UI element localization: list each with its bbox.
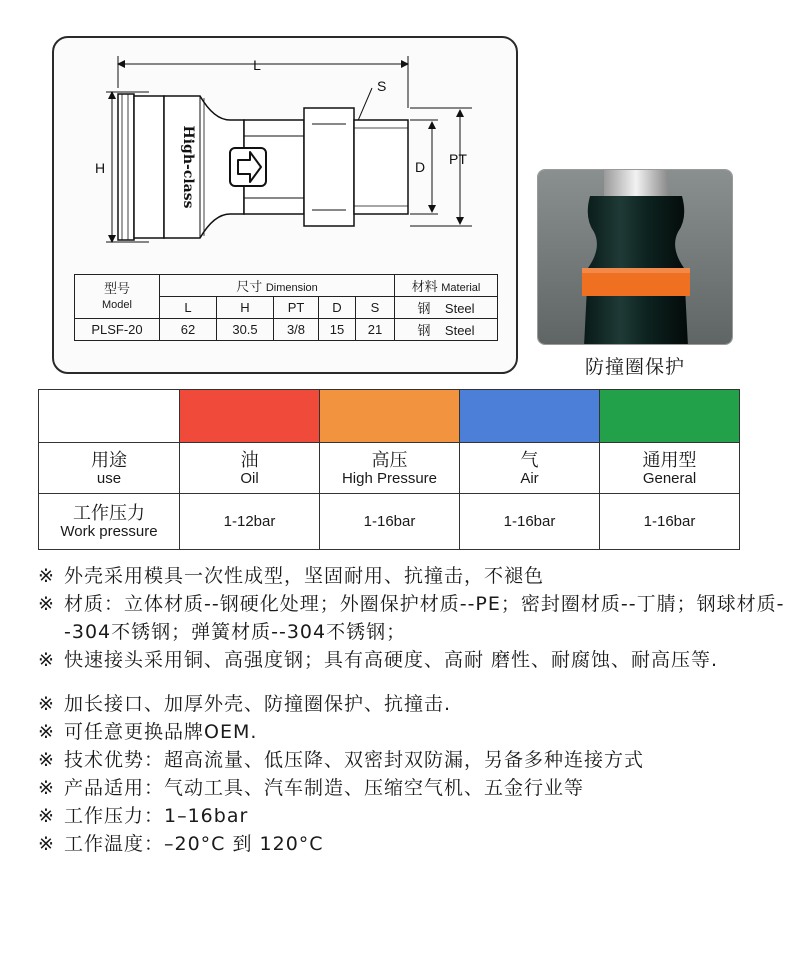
spec-model-value: PLSF-20 bbox=[75, 319, 160, 341]
brand-text: High-class bbox=[180, 125, 196, 209]
spec-table bbox=[74, 274, 498, 341]
use-high-pressure: 高压 High Pressure bbox=[320, 443, 460, 494]
color-swatch-general bbox=[600, 390, 740, 443]
drawing-panel bbox=[52, 36, 518, 374]
spec-col-PT: PT bbox=[274, 297, 319, 319]
product-photo bbox=[537, 169, 733, 345]
note-item: ※ 加长接口、加厚外壳、防撞圈保护、抗撞击. bbox=[38, 693, 452, 715]
spec-row bbox=[75, 319, 498, 341]
note-item: ※ 工作温度：–20°C 到 120°C bbox=[38, 833, 324, 855]
spec-col-L: L bbox=[160, 297, 217, 319]
pressure-air: 1-16bar bbox=[460, 494, 600, 550]
feature-notes bbox=[38, 562, 790, 858]
note-item: ※ 可任意更换品牌OEM. bbox=[38, 721, 258, 743]
spec-col-D: D bbox=[319, 297, 356, 319]
note-item: ※ 材质：立体材质--钢硬化处理；外圈保护材质--PE；密封圈材质--丁腈；钢球材质--304不锈钢；弹簧材质--304不锈钢； bbox=[38, 593, 785, 643]
spec-material-value: 钢 Steel bbox=[395, 319, 498, 341]
note-item: ※ 工作压力：1–16bar bbox=[38, 805, 249, 827]
note-item: ※ 快速接头采用铜、高强度钢；具有高硬度、高耐 磨性、耐腐蚀、耐高压等. bbox=[38, 649, 719, 671]
spec-model-header: 型号 Model bbox=[75, 275, 160, 319]
work-pressure-header: 工作压力 Work pressure bbox=[39, 494, 180, 550]
usage-blank-cell bbox=[39, 390, 180, 443]
spec-value-PT: 3/8 bbox=[274, 319, 319, 341]
coupler-photo bbox=[538, 170, 733, 345]
pressure-general: 1-16bar bbox=[600, 494, 740, 550]
dim-label-PT: PT bbox=[449, 151, 467, 167]
note-item: ※ 外壳采用模具一次性成型，坚固耐用、抗撞击，不褪色 bbox=[38, 565, 545, 587]
use-oil: 油 Oil bbox=[180, 443, 320, 494]
spec-col-S: S bbox=[356, 297, 395, 319]
use-air: 气 Air bbox=[460, 443, 600, 494]
spec-value-L: 62 bbox=[160, 319, 217, 341]
dim-label-S: S bbox=[377, 78, 387, 94]
pressure-high-pressure: 1-16bar bbox=[320, 494, 460, 550]
use-general: 通用型 General bbox=[600, 443, 740, 494]
spec-material-steel: 钢 Steel bbox=[395, 297, 498, 319]
pressure-oil: 1-12bar bbox=[180, 494, 320, 550]
color-swatch-oil bbox=[180, 390, 320, 443]
use-header: 用途 use bbox=[39, 443, 180, 494]
dim-label-D: D bbox=[414, 159, 426, 175]
note-item: ※ 产品适用：气动工具、汽车制造、压缩空气机、五金行业等 bbox=[38, 777, 585, 799]
spec-col-H: H bbox=[217, 297, 274, 319]
color-swatch-air bbox=[460, 390, 600, 443]
dim-label-H: H bbox=[94, 160, 106, 176]
arrow-right-icon bbox=[230, 148, 266, 186]
color-swatch-high-pressure bbox=[320, 390, 460, 443]
dim-label-L: L bbox=[253, 57, 261, 73]
spec-value-H: 30.5 bbox=[217, 319, 274, 341]
photo-caption: 防撞圈保护 bbox=[584, 356, 685, 378]
spec-dimension-header: 尺寸 Dimension bbox=[160, 275, 395, 297]
spec-material-header: 材料 Material bbox=[395, 275, 498, 297]
usage-table bbox=[38, 389, 740, 550]
spec-value-S: 21 bbox=[356, 319, 395, 341]
spec-value-D: 15 bbox=[319, 319, 356, 341]
note-item: ※ 技术优势：超高流量、低压降、双密封双防漏，另备多种连接方式 bbox=[38, 749, 645, 771]
